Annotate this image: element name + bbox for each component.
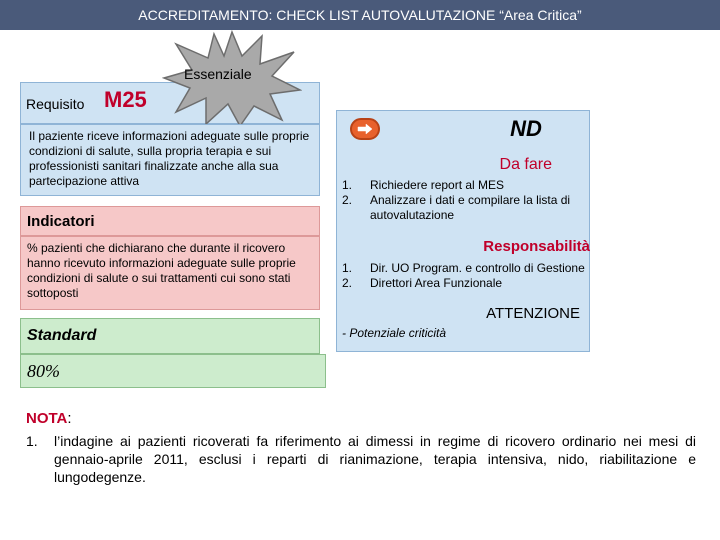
responsabilita-title: Responsabilità	[483, 238, 590, 255]
list-item-number: 2.	[342, 276, 353, 290]
requisito-code: M25	[104, 87, 147, 112]
list-item-number: 1.	[342, 261, 353, 275]
attenzione-title: ATTENZIONE	[486, 305, 580, 322]
list-item-text: Dir. UO Program. e controllo di Gestione	[370, 261, 585, 275]
list-item-text: Direttori Area Funzionale	[370, 276, 503, 290]
indicatori-text: % pazienti che dichiarano che durante il ricovero hanno ricevuto informazioni adeguate sulle proprie condizioni di salute o sui trattamenti cui sono stati sottoposti	[20, 236, 320, 310]
attenzione-item: - Potenziale criticità	[342, 326, 447, 340]
list-item	[342, 178, 632, 193]
responsabilita-list	[342, 261, 642, 291]
standard-title: Standard	[20, 318, 320, 354]
requisito-description: Il paziente riceve informazioni adeguate sulle proprie condizioni di salute, sulla propria terapia e sui professionisti sanitari finalizzate anche alla sua partecipazione attiva	[20, 124, 320, 196]
standard-value: 80%	[20, 354, 326, 388]
list-item	[342, 261, 642, 276]
list-item	[342, 276, 642, 291]
nota-text: l’indagine ai pazienti ricoverati fa riferimento ai dimessi in regime di ricovero ordinario nei mesi di gennaio-aprile 2011, esclusi i reparti di rianimazione, terapia intensiva, nido, riabilitazione e lungodegenze.	[54, 433, 696, 485]
nota-number: 1.	[26, 433, 38, 449]
nota-item	[26, 432, 696, 486]
requisito-label: Requisito	[26, 96, 85, 112]
list-item-text: Analizzare i dati e compilare la lista di autovalutazione	[370, 193, 571, 222]
list-item-number: 1.	[342, 178, 353, 192]
list-item-number: 2.	[342, 193, 353, 207]
nota-title	[26, 410, 72, 427]
essential-label: Essenziale	[184, 66, 252, 82]
indicatori-title: Indicatori	[20, 206, 320, 236]
list-item-text: Richiedere report al MES	[370, 178, 505, 192]
status-value: ND	[510, 116, 542, 141]
list-item	[342, 193, 632, 223]
da-fare-list	[342, 178, 632, 223]
slide-title: ACCREDITAMENTO: CHECK LIST AUTOVALUTAZIONE “Area Critica”	[0, 0, 720, 30]
da-fare-title: Da fare	[499, 156, 552, 173]
nota-title-text: NOTA	[26, 410, 68, 427]
nota-colon: :	[67, 410, 72, 427]
